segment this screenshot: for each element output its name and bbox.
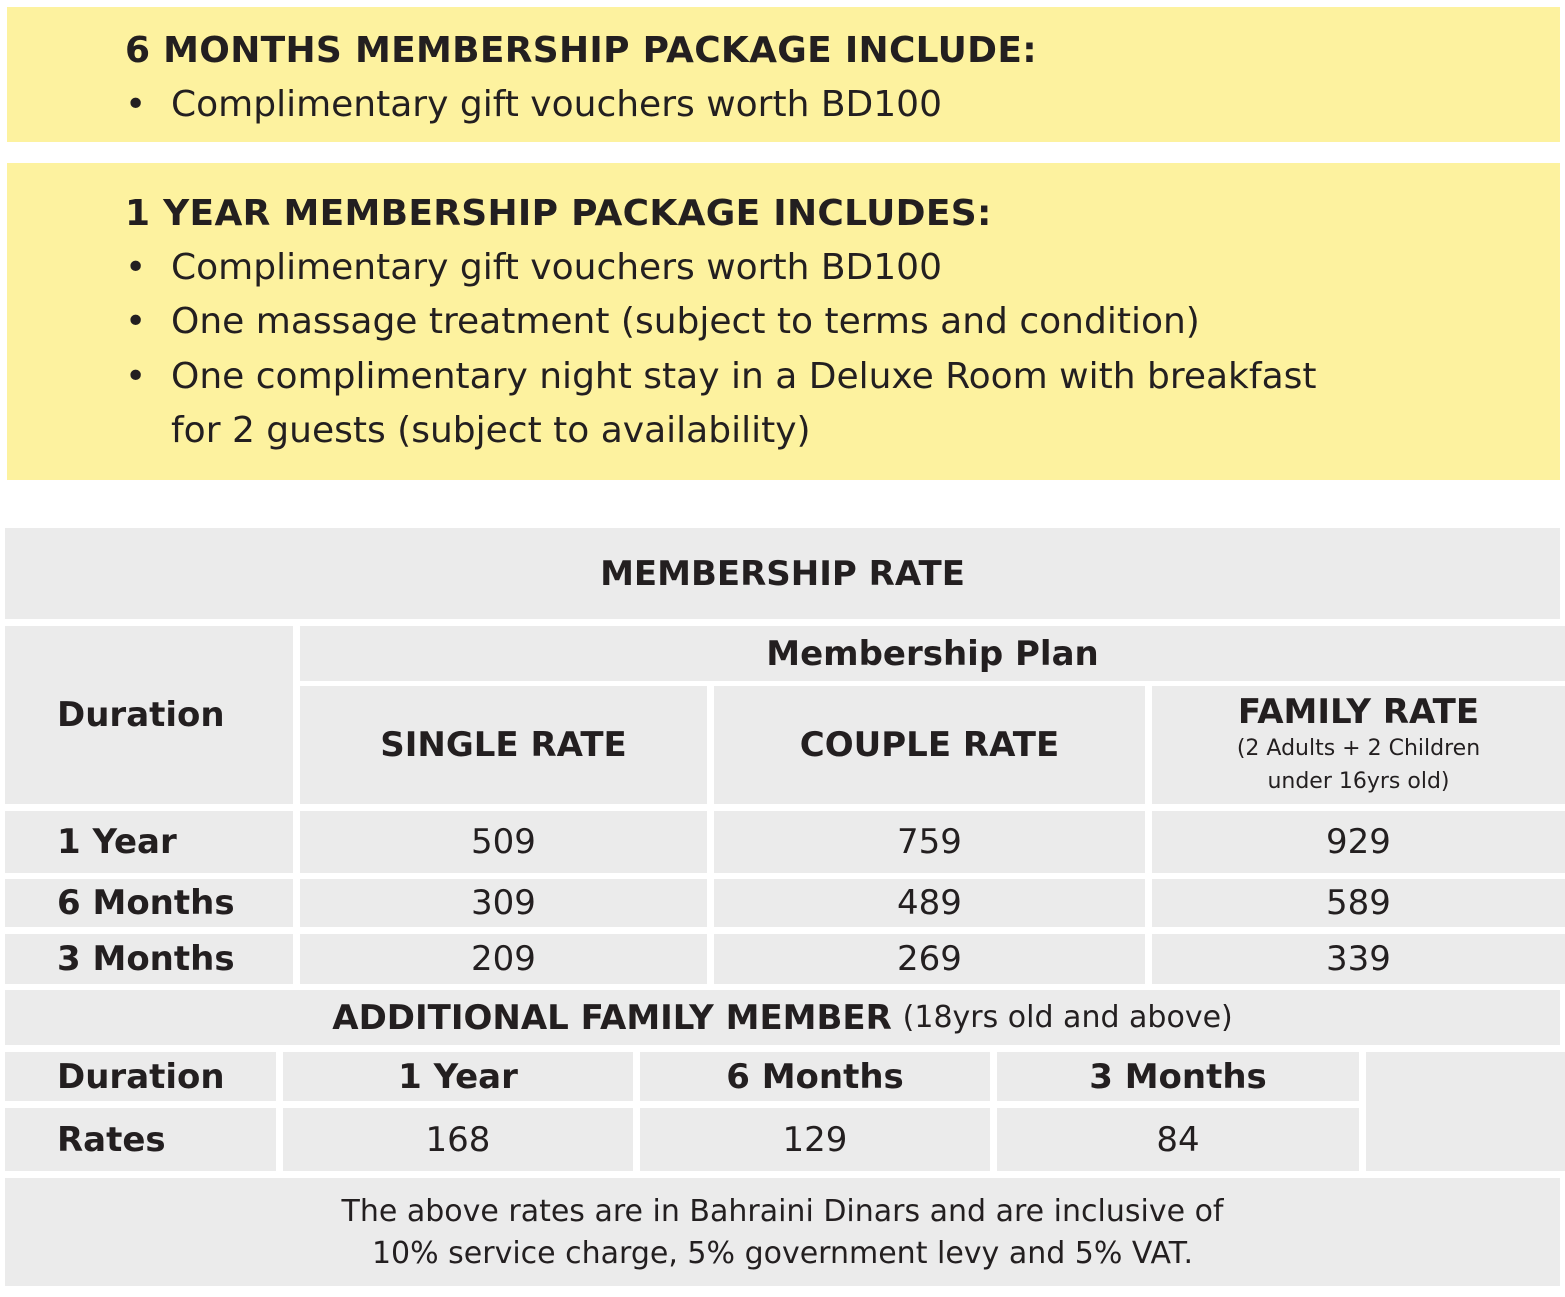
- table-cell-single: 209: [300, 934, 707, 984]
- one-year-package-item: [125, 356, 1317, 397]
- footnote-line: The above rates are in Bahraini Dinars and are inclusive of: [341, 1194, 1224, 1229]
- additional-duration-label: Duration: [5, 1052, 276, 1101]
- footnote-line: 10% service charge, 5% government levy and 5% VAT.: [371, 1236, 1194, 1271]
- one-year-item-text: One massage treatment (subject to terms and condition): [171, 301, 1200, 342]
- additional-rate-cell: 168: [283, 1108, 633, 1171]
- bullet-icon: •: [125, 247, 147, 288]
- one-year-package-item: [125, 301, 1200, 342]
- table-cell-single: 309: [300, 879, 707, 927]
- table-cell-single: 509: [300, 811, 707, 873]
- bullet-icon: •: [125, 356, 147, 397]
- table-cell-family: 929: [1152, 811, 1565, 873]
- table-cell-couple: 489: [714, 879, 1145, 927]
- table-row-duration: 6 Months: [5, 879, 293, 927]
- six-month-package-title: 6 MONTHS MEMBERSHIP PACKAGE INCLUDE:: [125, 30, 1037, 71]
- table-cell-couple: 269: [714, 934, 1145, 984]
- membership-rate-title: MEMBERSHIP RATE: [5, 528, 1560, 619]
- additional-member-label: ADDITIONAL FAMILY MEMBER: [332, 997, 892, 1038]
- one-year-package-item: [125, 247, 942, 288]
- family-rate-note: under 16yrs old): [1267, 769, 1450, 794]
- additional-duration-cell: 1 Year: [283, 1052, 633, 1101]
- additional-duration-cell: 3 Months: [997, 1052, 1359, 1101]
- family-rate-header-content: [1237, 692, 1480, 798]
- single-rate-header: SINGLE RATE: [300, 686, 707, 804]
- six-month-item-text: Complimentary gift vouchers worth BD100: [171, 84, 942, 125]
- table-cell-couple: 759: [714, 811, 1145, 873]
- family-rate-note: (2 Adults + 2 Children: [1236, 736, 1481, 761]
- membership-plan-header: Membership Plan: [300, 626, 1565, 681]
- additional-member-subtitle: (18yrs old and above): [902, 1000, 1233, 1035]
- additional-rate-cell: 84: [997, 1108, 1359, 1171]
- additional-rates-label: Rates: [5, 1108, 276, 1171]
- six-month-package-item: [125, 84, 942, 125]
- one-year-item-continuation: for 2 guests (subject to availability): [171, 410, 811, 451]
- one-year-package-title: 1 YEAR MEMBERSHIP PACKAGE INCLUDES:: [125, 193, 992, 234]
- additional-rate-cell: 129: [640, 1108, 990, 1171]
- one-year-item-text: Complimentary gift vouchers worth BD100: [171, 247, 942, 288]
- additional-duration-cell: 6 Months: [640, 1052, 990, 1101]
- additional-empty-cell: [1366, 1052, 1565, 1171]
- table-cell-family: 589: [1152, 879, 1565, 927]
- bullet-icon: •: [125, 84, 147, 125]
- table-cell-family: 339: [1152, 934, 1565, 984]
- table-row-duration: 3 Months: [5, 934, 293, 984]
- duration-header: Duration: [5, 626, 293, 804]
- one-year-item-text: One complimentary night stay in a Deluxe Room with breakfast: [171, 356, 1317, 397]
- table-row-duration: 1 Year: [5, 811, 293, 873]
- additional-member-title: [5, 990, 1560, 1045]
- family-rate-label: FAMILY RATE: [1237, 692, 1480, 732]
- couple-rate-header: COUPLE RATE: [714, 686, 1145, 804]
- family-rate-header: [1152, 686, 1565, 804]
- bullet-icon: •: [125, 301, 147, 342]
